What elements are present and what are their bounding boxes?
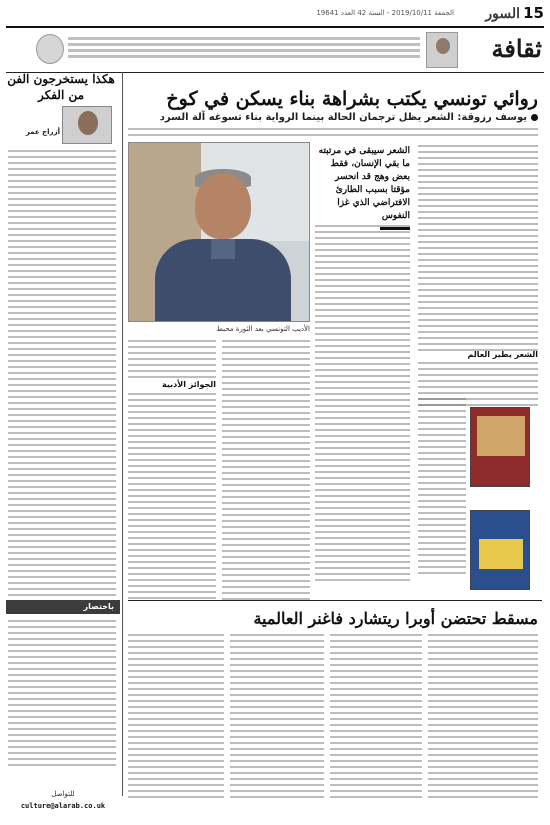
sidebar-byline: أزراج عمر (25, 128, 60, 136)
body-subhead-awards: الجوائز الأدبية (162, 380, 216, 389)
author-photo (128, 142, 310, 322)
contact-label: للتواصل (51, 790, 75, 798)
story2-column-2 (330, 634, 422, 802)
section-title: ثقافة (491, 34, 542, 63)
page-number: 15 (523, 4, 544, 22)
bullet-icon (531, 114, 538, 121)
page-header (6, 4, 544, 28)
briefs-label: باختصار (6, 600, 120, 614)
book-cover-1 (470, 407, 530, 487)
columnist-photo (426, 32, 458, 68)
photo-caption: الأديب التونسي بعد الثورة محبط (216, 325, 310, 333)
story2-column-3 (230, 634, 324, 802)
newspaper-logo: السور (485, 6, 520, 22)
briefs-text (8, 620, 116, 770)
story2-column-4 (128, 634, 224, 802)
body-column-1 (418, 145, 538, 355)
story-rule (128, 600, 542, 601)
story2-column-1 (428, 634, 538, 802)
main-headline: روائي تونسي يكتب بشراهة بناء يسكن في كوخ (166, 88, 538, 110)
teaser-text (68, 34, 420, 64)
sidebar-author-photo (62, 106, 112, 144)
main-subhead (143, 112, 538, 123)
body-column-3 (222, 340, 310, 604)
main-subhead-text: يوسف رزوقة: الشعر يظل ترجمان الحالة بينما الرواية بناء تسوغه آلة السرد (159, 112, 527, 123)
second-headline: مسقط تحتضن أوبرا ريتشارد فاغنر العالمية (253, 609, 538, 628)
pull-quote (315, 145, 410, 230)
lead-paragraph (128, 128, 538, 140)
sidebar-title: هكذا يستخرجون الفن من الفكر (7, 72, 115, 102)
sidebar-text (8, 150, 116, 600)
teaser-photo (36, 34, 64, 64)
book-cover-2 (470, 510, 530, 590)
body-column-2 (315, 225, 410, 585)
body-column-1c (418, 398, 466, 578)
sidebar-divider (122, 72, 123, 796)
body-subhead-poetry: الشعر يطير العالم (467, 350, 538, 359)
contact-email: culture@alarab.co.uk (20, 802, 106, 810)
body-column-4b (128, 393, 216, 603)
body-column-4 (128, 340, 216, 382)
issue-date: الجمعة 2019/10/11 - السنة 42 العدد 19641 (316, 9, 454, 17)
pull-quote-text: الشعر سيبقى في مرتبته ما بقي الإنسان، فقط بعض وهج قد انحسر مؤقتا بسبب الطارئ الافتراضي الذي غزا النفوس (318, 146, 410, 222)
